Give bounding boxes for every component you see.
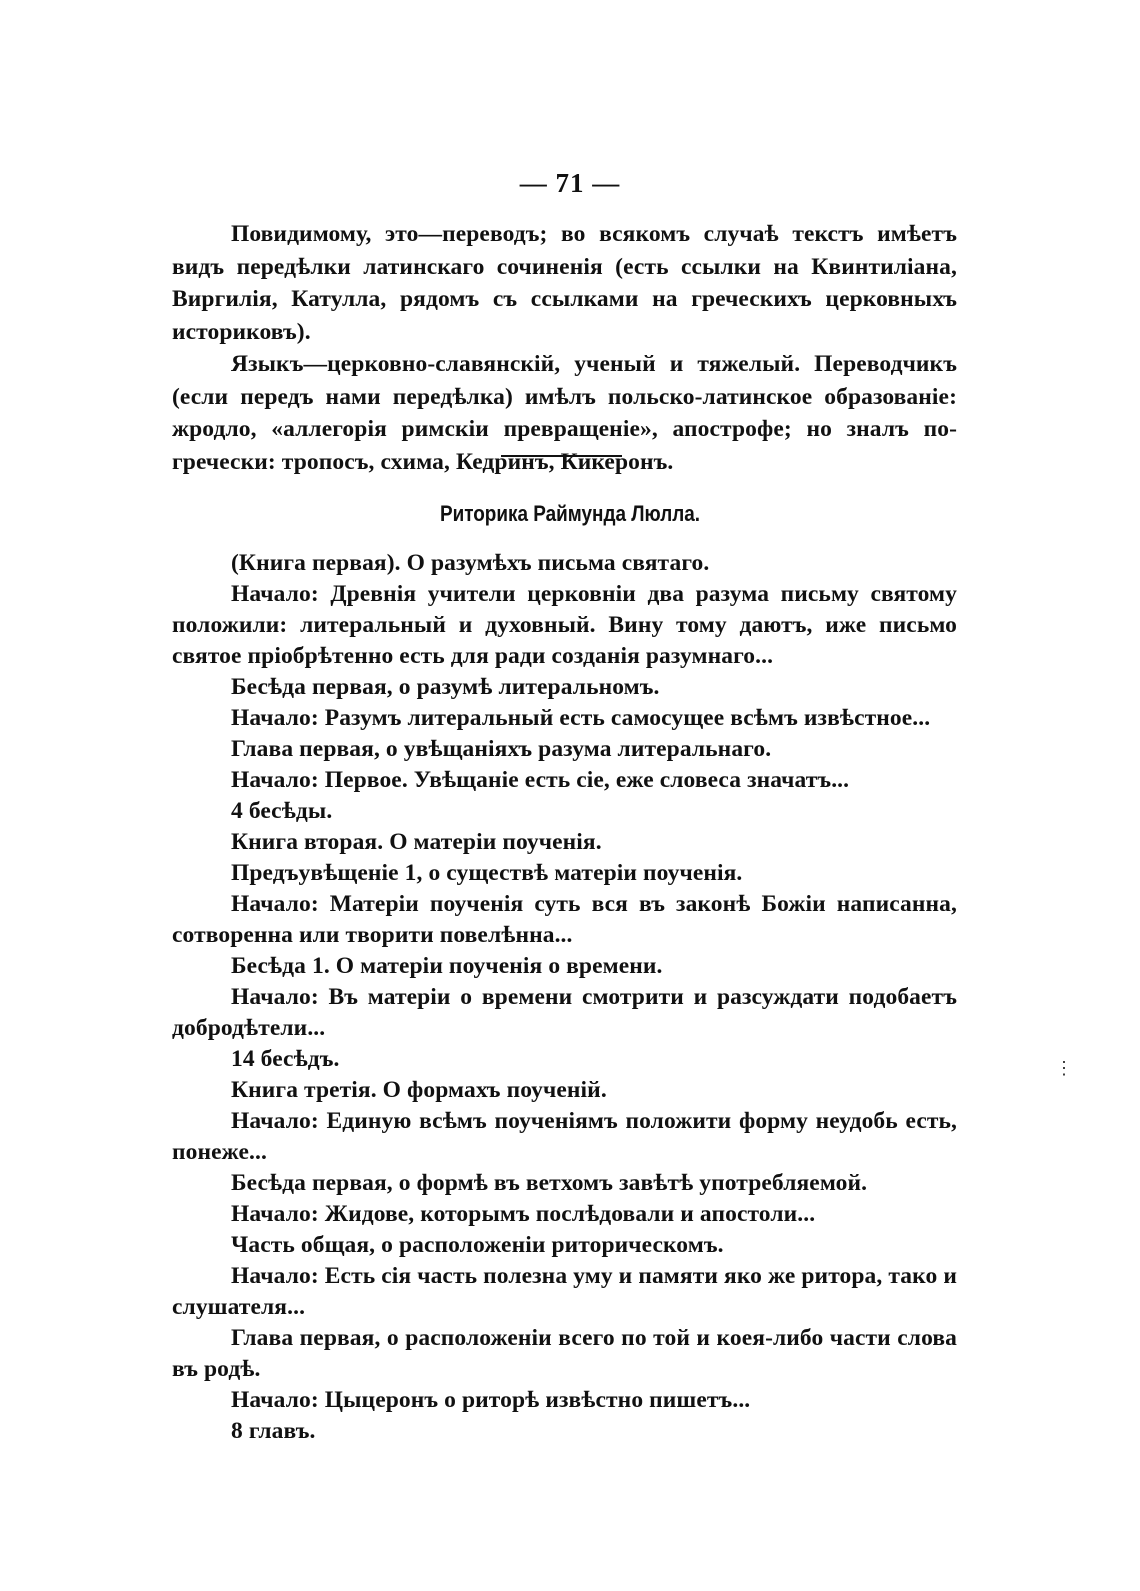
toc-entry: Начало: Разумъ литеральный есть самосущее всѣмъ извѣстное... bbox=[231, 705, 931, 731]
toc-entry: Начало: Древнія учители церковніи два разума письму святому положили: литеральный и духовный. Вину тому даютъ, иже письмо святое пріобрѣтенно есть для ради созданія разумнаго... bbox=[172, 581, 957, 669]
toc-entry: (Книга первая). О разумѣхъ письма святаго. bbox=[231, 550, 710, 576]
toc-entry: Начало: Въ матеріи о времени смотрити и разсуждати подобаетъ добродѣтели... bbox=[172, 984, 957, 1041]
section-divider bbox=[501, 455, 622, 457]
intro-block bbox=[172, 218, 957, 478]
contents-list bbox=[172, 548, 957, 1447]
toc-entry: 14 бесѣдъ. bbox=[231, 1046, 340, 1072]
toc-entry: Книга вторая. О матеріи поученія. bbox=[231, 829, 602, 855]
intro-paragraph-1: Повидимому, это—переводъ; во всякомъ случаѣ текстъ имѣетъ видъ передѣлки латинскаго сочиненія (есть ссылки на Квинтиліана, Виргилія, Катулла, рядомъ съ ссылками на греческихъ церковныхъ историковъ). bbox=[172, 221, 957, 345]
margin-speck: ⋮ bbox=[1055, 1058, 1073, 1078]
page-number: — 71 — bbox=[519, 168, 621, 198]
toc-entry: Начало: Первое. Увѣщаніе есть сіе, еже словеса значатъ... bbox=[231, 767, 850, 793]
toc-entry: Начало: Цыцеронъ о риторѣ извѣстно пишетъ... bbox=[231, 1387, 751, 1413]
toc-entry: Бесѣда первая, о формѣ въ ветхомъ завѣтѣ употребляемой. bbox=[231, 1170, 868, 1196]
toc-entry: 8 главъ. bbox=[231, 1418, 316, 1444]
section-title: Риторика Раймунда Люлла. bbox=[439, 501, 701, 526]
toc-entry: Часть общая, о расположеніи риторическомъ. bbox=[231, 1232, 724, 1258]
toc-entry: Бесѣда первая, о разумѣ литеральномъ. bbox=[231, 674, 660, 700]
toc-entry: Начало: Матеріи поученія суть вся въ законѣ Божіи написанна, сотворенна или творити повелѣнна... bbox=[172, 891, 957, 948]
toc-entry: Начало: Жидове, которымъ послѣдовали и апостоли... bbox=[231, 1201, 816, 1227]
toc-entry: Бесѣда 1. О матеріи поученія о времени. bbox=[231, 953, 663, 979]
toc-entry: 4 бесѣды. bbox=[231, 798, 333, 824]
toc-entry: Глава первая, о расположеніи всего по той и коея-либо части слова въ родѣ. bbox=[172, 1325, 957, 1382]
toc-entry: Начало: Есть сія часть полезна уму и памяти яко же ритора, тако и слушателя... bbox=[172, 1263, 957, 1320]
toc-entry: Предъувѣщеніе 1, о существѣ матеріи поученія. bbox=[231, 860, 743, 886]
toc-entry: Начало: Единую всѣмъ поученіямъ положити форму неудобь есть, понеже... bbox=[172, 1108, 957, 1165]
toc-entry: Глава первая, о увѣщаніяхъ разума литеральнаго. bbox=[231, 736, 772, 762]
toc-entry: Книга третія. О формахъ поученій. bbox=[231, 1077, 607, 1103]
intro-paragraph-2: Языкъ—церковно-славянскій, ученый и тяжелый. Переводчикъ (если передъ нами передѣлка) имѣлъ польско-латинское образованіе: жродло, «аллегорія римскіи превращеніе», апострофе; но зналъ по-гречески: тропосъ, схима, Кедринъ, Кикеронъ. bbox=[172, 351, 957, 475]
